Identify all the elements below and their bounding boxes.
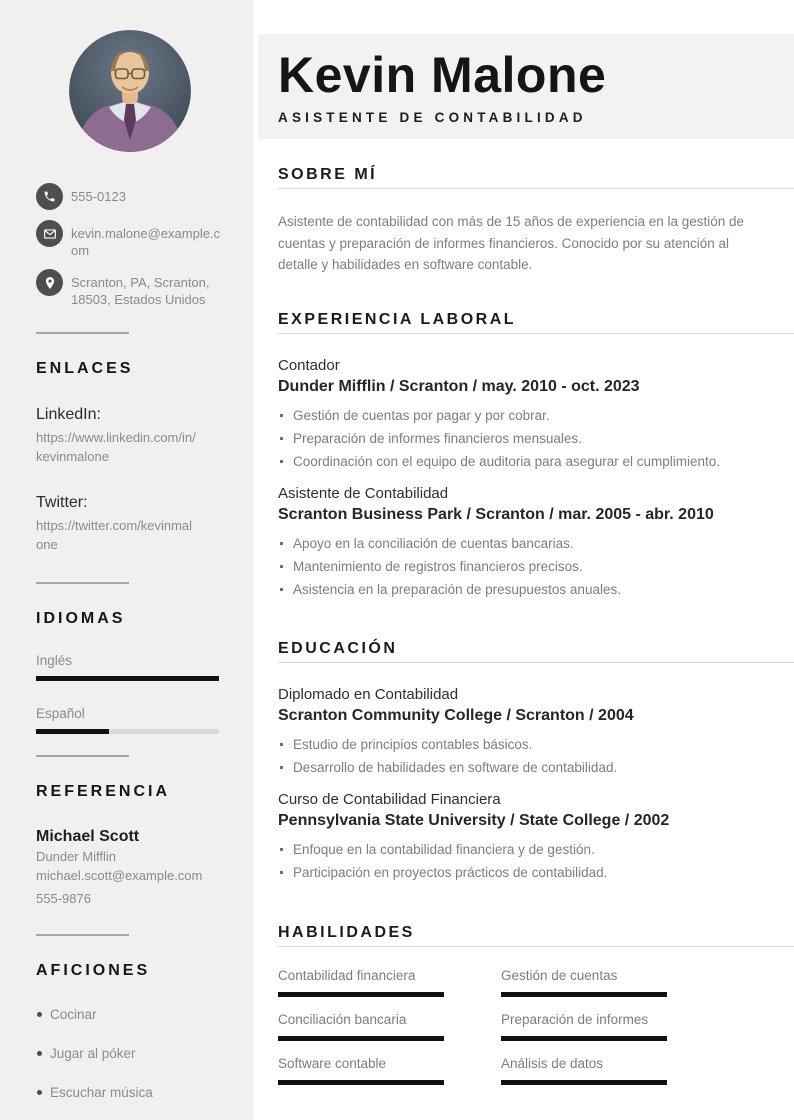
hobbies-list <box>36 1006 223 1101</box>
hobby-item: Escuchar música <box>36 1084 223 1101</box>
hobby-item: Cocinar <box>36 1006 223 1023</box>
reference-name: Michael Scott <box>36 828 140 845</box>
hobby-item: Jugar al póker <box>36 1045 223 1062</box>
contact-list <box>36 183 223 308</box>
linkedin-url[interactable]: https://www.linkedin.com/in/kevinmalone <box>36 430 196 464</box>
skill-item <box>501 1011 794 1041</box>
divider <box>36 755 129 757</box>
skill-label: Análisis de datos <box>501 1055 604 1071</box>
section-about <box>278 165 794 276</box>
link-item-twitter <box>36 493 223 554</box>
job-meta: Dunder Mifflin / Scranton / may. 2010 - oct. 2023 <box>278 377 640 395</box>
section-education <box>278 639 794 884</box>
job-title: Contador <box>278 356 340 374</box>
reference-company: Dunder Mifflin <box>36 849 116 864</box>
section-experience <box>278 310 794 601</box>
language-level-track <box>36 676 219 681</box>
skill-label: Gestión de cuentas <box>501 967 618 983</box>
sidebar <box>0 0 253 1120</box>
language-level-bar <box>36 676 219 681</box>
skill-label: Preparación de informes <box>501 1011 649 1027</box>
skills-heading: HABILIDADES <box>278 923 794 947</box>
language-item-spanish <box>36 705 223 734</box>
skill-level-bar <box>278 992 444 997</box>
languages-heading: IDIOMAS <box>36 610 126 627</box>
person-name: Kevin Malone <box>278 47 607 103</box>
divider <box>36 934 129 936</box>
reference-heading: REFERENCIA <box>36 783 171 800</box>
language-item-english <box>36 652 223 681</box>
skill-item <box>278 1055 501 1085</box>
contact-address: Scranton, PA, Scranton, 18503, Estados Unidos <box>71 275 210 307</box>
twitter-url[interactable]: https://twitter.com/kevinmalone <box>36 518 193 552</box>
education-bullet: Enfoque en la contabilidad financiera y de gestión. <box>278 838 794 861</box>
reference-email[interactable]: michael.scott@example.com <box>36 868 203 883</box>
contact-email-row <box>36 220 223 259</box>
education-bullet: Estudio de principios contables básicos. <box>278 733 794 756</box>
portrait-photo <box>69 30 191 152</box>
language-level-track <box>36 729 219 734</box>
skill-label: Software contable <box>278 1055 387 1071</box>
job-title: Asistente de Contabilidad <box>278 484 449 502</box>
divider <box>36 332 129 334</box>
header-band <box>258 34 794 139</box>
education-bullet: Participación en proyectos prácticos de contabilidad. <box>278 861 794 884</box>
about-heading: SOBRE MÍ <box>278 165 794 189</box>
education-meta: Scranton Community College / Scranton / 2004 <box>278 706 634 724</box>
job-bullets <box>278 404 794 473</box>
contact-phone-row <box>36 183 223 210</box>
language-level-bar <box>36 729 109 734</box>
skill-level-bar <box>501 1036 667 1041</box>
job-bullet: Preparación de informes financieros mensuales. <box>278 427 794 450</box>
education-bullets <box>278 733 794 779</box>
education-bullet: Desarrollo de habilidades en software de contabilidad. <box>278 756 794 779</box>
education-title: Curso de Contabilidad Financiera <box>278 790 501 808</box>
avatar <box>69 30 191 152</box>
person-job-title: ASISTENTE DE CONTABILIDAD <box>278 110 587 125</box>
contact-phone: 555-0123 <box>71 189 126 204</box>
skill-level-bar <box>501 992 667 997</box>
education-entry <box>278 684 794 779</box>
skill-level-bar <box>278 1080 444 1085</box>
skill-item <box>278 1011 501 1041</box>
skill-label: Contabilidad financiera <box>278 967 416 983</box>
education-bullets <box>278 838 794 884</box>
education-heading: EDUCACIÓN <box>278 639 794 663</box>
contact-address-row <box>36 269 223 308</box>
location-icon <box>36 269 63 296</box>
skill-level-bar <box>501 1080 667 1085</box>
email-icon <box>36 220 63 247</box>
job-bullets <box>278 532 794 601</box>
job-meta: Scranton Business Park / Scranton / mar. 2005 - abr. 2010 <box>278 505 714 523</box>
job-bullet: Apoyo en la conciliación de cuentas bancarias. <box>278 532 794 555</box>
skill-item <box>501 967 794 997</box>
hobbies-heading: AFICIONES <box>36 962 151 979</box>
language-name: Inglés <box>36 653 73 668</box>
language-name: Español <box>36 706 85 721</box>
job-bullet: Gestión de cuentas por pagar y por cobrar. <box>278 404 794 427</box>
skill-item <box>501 1055 794 1085</box>
phone-icon <box>36 183 63 210</box>
about-text: Asistente de contabilidad con más de 15 años de experiencia en la gestión de cuentas y preparación de informes financieros. Conocido por su atención al detalle y habilidades en software contable. <box>278 214 745 272</box>
job-entry <box>278 355 794 473</box>
linkedin-label: LinkedIn: <box>36 406 101 423</box>
links-heading: ENLACES <box>36 360 134 377</box>
skill-item <box>278 967 501 997</box>
section-skills <box>278 923 794 1085</box>
contact-email[interactable]: kevin.malone@example.com <box>71 226 221 258</box>
skills-grid <box>278 967 794 1085</box>
twitter-label: Twitter: <box>36 494 88 511</box>
skill-label: Conciliación bancaria <box>278 1011 407 1027</box>
education-meta: Pennsylvania State University / State College / 2002 <box>278 811 670 829</box>
experience-heading: EXPERIENCIA LABORAL <box>278 310 794 334</box>
link-item-linkedin <box>36 405 223 466</box>
job-entry <box>278 483 794 601</box>
job-bullet: Mantenimiento de registros financieros precisos. <box>278 555 794 578</box>
education-title: Diplomado en Contabilidad <box>278 685 459 703</box>
job-bullet: Asistencia en la preparación de presupuestos anuales. <box>278 578 794 601</box>
job-bullet: Coordinación con el equipo de auditoria para asegurar el cumplimiento. <box>278 450 794 473</box>
reference-phone: 555-9876 <box>36 891 91 906</box>
education-entry <box>278 789 794 884</box>
main-content <box>258 139 794 1120</box>
skill-level-bar <box>278 1036 444 1041</box>
divider <box>36 582 129 584</box>
